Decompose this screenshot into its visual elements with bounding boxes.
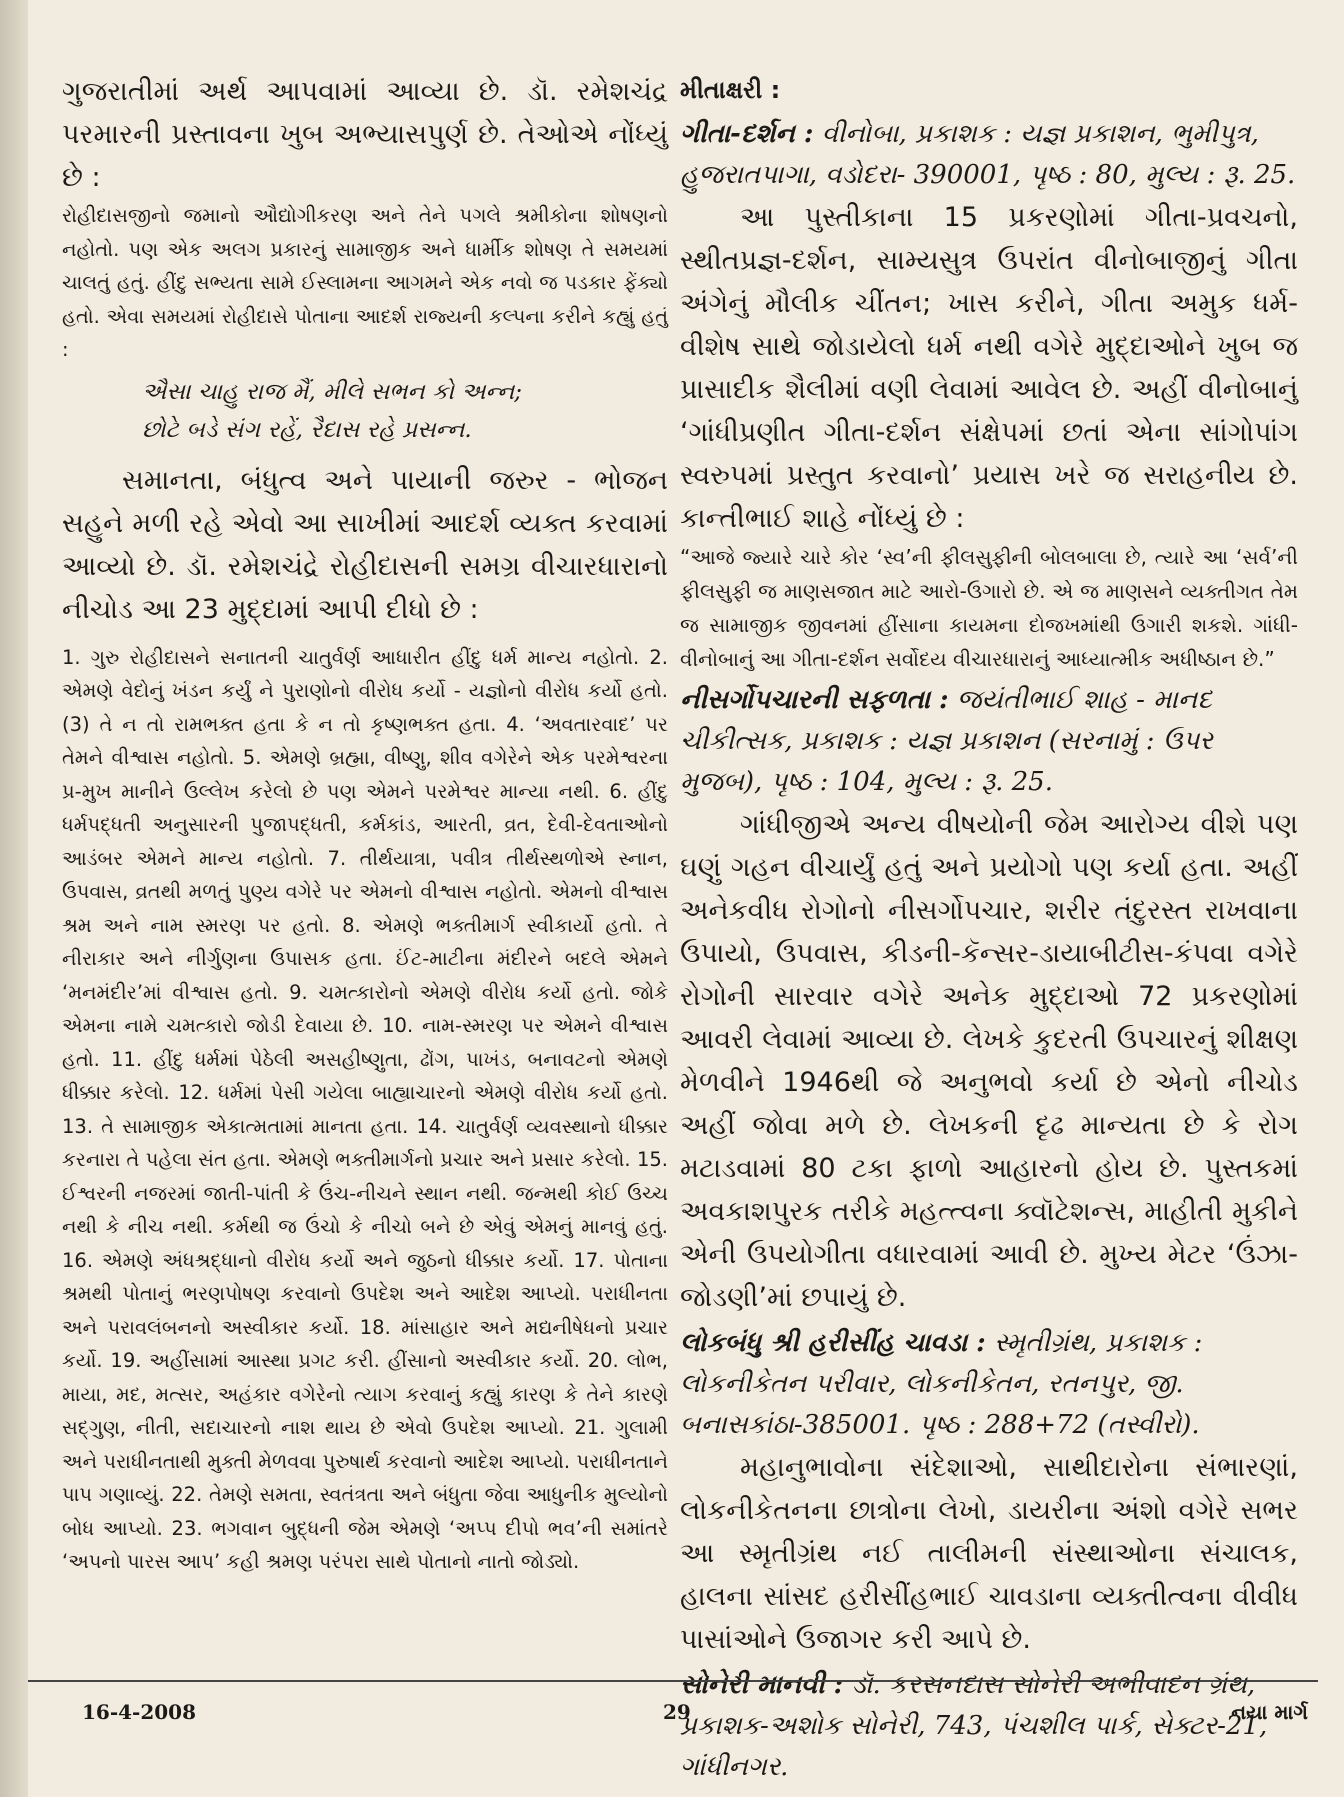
magazine-name: નયા માર્ગ	[1231, 1700, 1308, 1724]
verse-line-1: ઐસા ચાહુ રાજ મૈં, મીલે સભન કો અન્ન;	[142, 378, 522, 405]
page-footer	[28, 1680, 1318, 1742]
book-citation-1	[680, 114, 1298, 196]
intro-paragraph: ગુજરાતીમાં અર્થ આપવામાં આવ્યા છે. ડૉ. રમેશચંદ્ર પરમારની પ્રસ્તાવના ખુબ અભ્યાસપુર્ણ છે. તેઓએ નોંધ્યું છે :	[62, 76, 668, 193]
summary-paragraph: સમાનતા, બંધુત્વ અને પાયાની જરુર - ભોજન સહુને મળી રહે એવો આ સાખીમાં આદર્શ વ્યક્ત કરવામાં આવ્યો છે. ડૉ. રમેશચંદ્રે રોહીદાસની સમગ્ર વીચારધારાનો નીચોડ આ 23 મુદ્દામાં આપી દીધો છે :	[62, 464, 668, 625]
spacer	[62, 631, 668, 641]
book-title-2: નીસર્ગોપચારની સફળતા :	[680, 685, 949, 715]
book-title-3: લોકબંધુ શ્રી હરીસીંહ ચાવડા :	[680, 1328, 986, 1358]
quoted-passage: રોહીદાસજીનો જમાનો ઔદ્યોગીકરણ અને તેને પગલે શ્રમીકોના શોષણનો નહોતો. પણ એક અલગ પ્રકારનું સામાજીક અને ધાર્મીક શોષણ તે સમયમાં ચાલતું હતું. હીંદુ સભ્યતા સામે ઈસ્લામના આગમને એક નવો જ પડકાર ફેંક્યો હતો. એવા સમયમાં રોહીદાસે પોતાના આદર્શ રાજ્યની કલ્પના કરીને કહ્યું હતું :	[62, 204, 668, 361]
numbered-points: 1. ગુરુ રોહીદાસને સનાતની ચાતુર્વર્ણ આધારીત હીંદુ ધર્મ માન્ય નહોતો. 2. એમણે વેદોનું ખંડન કર્યું ને પુરાણોનો વીરોધ કર્યો - યજ્ઞોનો વીરોધ કર્યો હતો. (3) તે ન તો રામભક્ત હતા કે ન તો કૃષ્ણભક્ત હતા. 4. ‘અવતારવાદ’ પર તેમને વીશ્વાસ નહોતો. 5. એમણે બ્રહ્મા, વીષ્ણુ, શીવ વગેરેને એક પરમેશ્વરના પ્ર-મુખ માનીને ઉલ્લેખ કરેલો છે પણ એમને પરમેશ્વર માન્યા નથી. 6. હીંદુ ધર્મપદ્ધતી અનુસારની પુજાપદ્ધતી, કર્મકાંડ, આરતી, વ્રત, દેવી-દેવતાઓનો આડંબર એમને માન્ય નહોતો. 7. તીર્થયાત્રા, પવીત્ર તીર્થસ્થળોએ સ્નાન, ઉપવાસ, વ્રતથી મળતું પુણ્ય વગેરે પર એમનો વીશ્વાસ નહોતો. એમનો વીશ્વાસ શ્રમ અને નામ સ્મરણ પર હતો. 8. એમણે ભક્તીમાર્ગ સ્વીકાર્યો હતો. તે નીરાકાર અને નીર્ગુણના ઉપાસક હતા. ઈંટ-માટીના મંદીરને બદલે એમને ‘મનમંદીર’માં વીશ્વાસ હતો. 9. ચમત્કારોનો એમણે વીરોધ કર્યો હતો. જોકે એમના નામે ચમત્કારો જોડી દેવાયા છે. 10. નામ-સ્મરણ પર એમને વીશ્વાસ હતો. 11. હીંદુ ધર્મમાં પેઠેલી અસહીષ્ણુતા, ઢોંગ, પાખંડ, બનાવટનો એમણે ધીક્કાર કરેલો. 12. ધર્મમાં પેસી ગયેલા બાહ્યાચારનો એમણે વીરોધ કર્યો હતો. 13. તે સામાજીક એકાત્મતામાં માનતા હતા. 14. ચાતુર્વર્ણ વ્યવસ્થાનો ધીક્કાર કરનારા તે પહેલા સંત હતા. એમણે ભક્તીમાર્ગનો પ્રચાર અને પ્રસાર કરેલો. 15. ઈશ્વરની નજરમાં જાતી-પાંતી કે ઉંચ-નીચને સ્થાન નથી. જન્મથી કોઈ ઉચ્ચ નથી કે નીચ નથી. કર્મથી જ ઉંચો કે નીચો બને છે એવું એમનું માનવું હતું. 16. એમણે અંધશ્રદ્ધાનો વીરોધ કર્યો અને જુઠનો ધીક્કાર કર્યો. 17. પોતાના શ્રમથી પોતાનું ભરણપોષણ કરવાનો ઉપદેશ અને આદેશ આપ્યો. પરાધીનતા અને પરાવલંબનનો અસ્વીકાર કર્યો. 18. માંસાહાર અને મદ્યનીષેધનો પ્રચાર કર્યો. 19. અહીંસામાં આસ્થા પ્રગટ કરી. હીંસાનો અસ્વીકાર કર્યો. 20. લોભ, માયા, મદ, મત્સર, અહંકાર વગેરેનો ત્યાગ કરવાનું કહ્યું કારણ કે તેને કારણે સદ્‌ગુણ, નીતી, સદાચારનો નાશ થાય છે એવો ઉપદેશ આપ્યો. 21. ગુલામી અને પરાધીનતાથી મુક્તી મેળવવા પુરુષાર્થ કરવાનો આદેશ આપ્યો. પરાધીનતાને પાપ ગણાવ્યું. 22. તેમણે સમતા, સ્વતંત્રતા અને બંધુતા જેવા આધુનીક મુલ્યોનો બોધ આપ્યો. 23. ભગવાન બુદ્ધની જેમ એમણે ‘અપ્પ દીપો ભવ’ની સમાંતરે ‘અપનો પારસ આપ’ કહી શ્રમણ પરંપરા સાથે પોતાનો નાતો જોડ્યો.	[62, 645, 668, 1573]
book-review-2: ગાંધીજીએ અન્ય વીષયોની જેમ આરોગ્ય વીશે પણ ઘણું ગહન વીચાર્યું હતું અને પ્રયોગો પણ કર્યા હતા. અહીં અનેકવીધ રોગોનો નીસર્ગોપચાર, શરીર તંદુરસ્ત રાખવાના ઉપાયો, ઉપવાસ, કીડની-કૅન્સર-ડાયાબીટીસ-કંપવા વગેરે રોગોની સારવાર વગેરે અનેક મુદ્દાઓ 72 પ્રકરણોમાં આવરી લેવામાં આવ્યા છે. લેખકે કુદરતી ઉપચારનું શીક્ષણ મેળવીને 1946થી જે અનુભવો કર્યા છે એનો નીચોડ અહીં જોવા મળે છે. લેખકની દૃઢ માન્યતા છે કે રોગ મટાડવામાં 80 ટકા ફાળો આહારનો હોય છે. પુસ્તકમાં અવકાશપુરક તરીકે મહત્ત્વના ક્વૉટેશન્સ, માહીતી મુકીને એની ઉપયોગીતા વધારવામાં આવી છે. મુખ્ય મેટર ‘ઉંઝા- જોડણી’માં છપાયું છે.	[680, 809, 1298, 1313]
book-citation-2	[680, 680, 1298, 803]
page-spine	[0, 0, 28, 1797]
footer-date: 16-4-2008	[82, 1700, 197, 1724]
page-number: 29	[663, 1700, 691, 1724]
book-info-4: ડૉ. કરસનદાસ સોનેરી અભીવાદન ગ્રંથ, પ્રકાશક-અશોક સોનેરી, 743, પંચશીલ પાર્ક, સેક્ટર-21, ગાંધીનગર.	[680, 1670, 1268, 1782]
section-heading: મીતાક્ષરી :	[680, 76, 781, 104]
verse-block	[62, 373, 668, 449]
book-review-3: મહાનુભાવોના સંદેશાઓ, સાથીદારોના સંભારણાં, લોકનીકેતનના છાત્રોના લેખો, ડાયરીના અંશો વગેરે સભર આ સ્મૃતીગ્રંથ નઈ તાલીમની સંસ્થાઓના સંચાલક, હાલના સાંસદ હરીસીંહભાઈ ચાવડાના વ્યક્તીત્વના વીવીધ પાસાંઓને ઉજાગર કરી આપે છે.	[680, 1452, 1298, 1655]
book-review-1: આ પુસ્તીકાના 15 પ્રકરણોમાં ગીતા-પ્રવચનો, સ્થીતપ્રજ્ઞ-દર્શન, સામ્યસુત્ર ઉપરાંત વીનોબાજીનું ગીતા અંગેનું મૌલીક ચીંતન; ખાસ કરીને, ગીતા અમુક ધર્મ-વીશેષ સાથે જોડાયેલો ધર્મ નથી વગેરે મુદ્દાઓને ખુબ જ પ્રાસાદીક શૈલીમાં વણી લેવામાં આવેલ છે. અહીં વીનોબાનું ‘ગાંધીપ્રણીત ગીતા-દર્શન સંક્ષેપમાં છતાં એના સાંગોપાંગ સ્વરુપમાં પ્રસ્તુત કરવાનો’ પ્રયાસ ખરે જ સરાહનીય છે. કાન્તીભાઈ શાહે નોંધ્યું છે :	[680, 202, 1298, 534]
verse-line-2: છોટે બડે સંગ રહેં, રૈદાસ રહે પ્રસન્ન.	[142, 416, 472, 443]
book-title-1: ગીતા-દર્શન :	[680, 119, 814, 149]
book-info-3: સ્મૃતીગ્રંથ, પ્રકાશક : લોકનીકેતન પરીવાર, લોકનીકેતન, રતનપુર, જી. બનાસકાંઠા-385001. પૃષ્ઠ : 288+72 (તસ્વીરો).	[680, 1328, 1203, 1440]
book-citation-3	[680, 1323, 1298, 1446]
left-column	[62, 70, 668, 1670]
book-title-4: સોનેરી માનવી :	[680, 1670, 844, 1700]
book-info-1: વીનોબા, પ્રકાશક : યજ્ઞ પ્રકાશન, ભુમીપુત્ર, હુજરાતપાગા, વડોદરા- 390001, પૃષ્ઠ : 80, મુલ્ય : રૂ. 25.	[680, 119, 1296, 190]
book-info-2: જયંતીભાઈ શાહ - માનદ ચીકીત્સક, પ્રકાશક : યજ્ઞ પ્રકાશન (સરનામું : ઉપર મુજબ), પૃષ્ઠ : 104, મુલ્ય : રૂ. 25.	[680, 685, 1213, 797]
book-quote-1: “આજે જ્યારે ચારે કોર ‘સ્વ’ની ફીલસુફીની બોલબાલા છે, ત્યારે આ ‘સર્વ’ની ફીલસુફી જ માણસજાત માટે આરો-ઉગારો છે. એ જ માણસને વ્યક્તીગત તેમ જ સામાજીક જીવનમાં હીંસાના કાયમના દોજખમાંથી ઉગારી શકશે. ગાંધી-વીનોબાનું આ ગીતા-દર્શન સર્વોદય વીચારધારાનું આધ્યાત્મીક અધીષ્ઠાન છે.”	[680, 545, 1298, 671]
